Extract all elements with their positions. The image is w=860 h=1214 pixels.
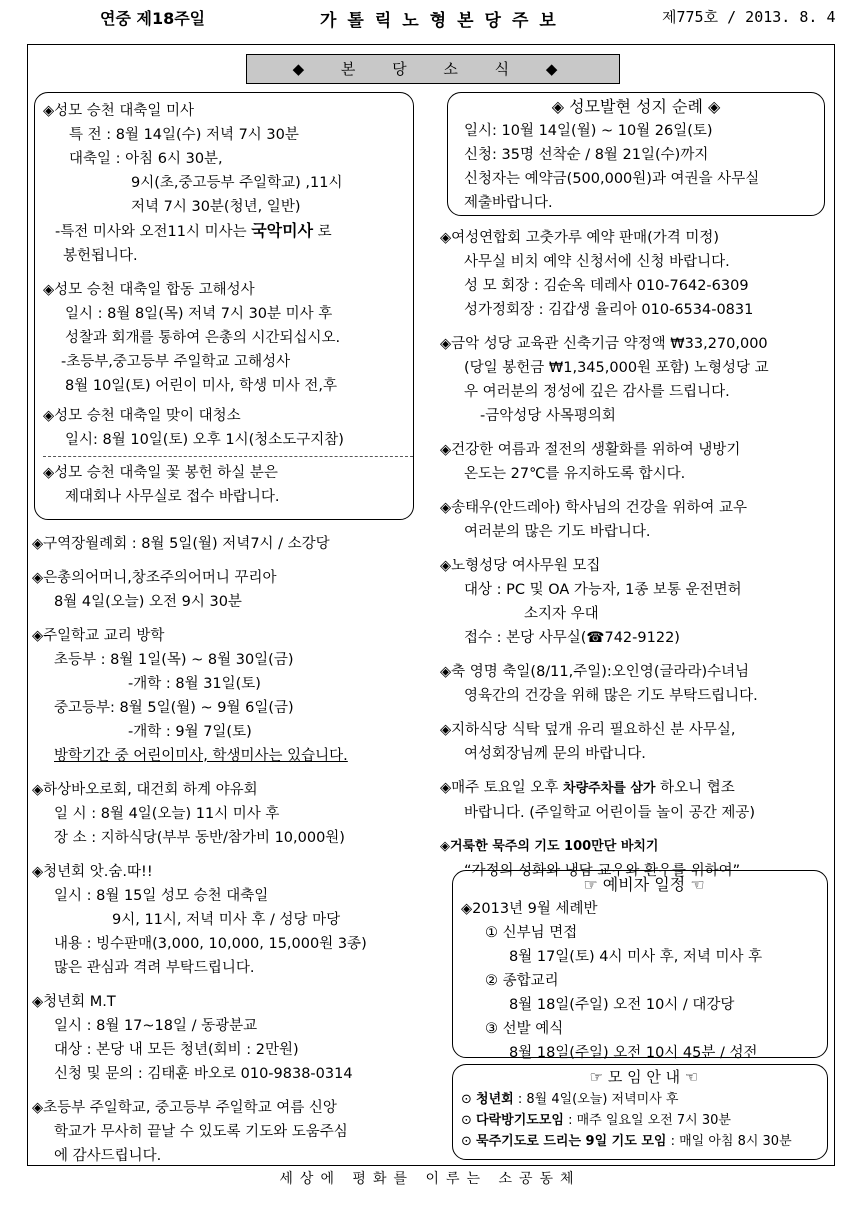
text-line: 8월 18일(주일) 오전 10시 45분 / 성전 [509,1045,758,1061]
text-part: -특전 미사와 오전11시 미사는 [55,224,252,240]
meeting-row: ⊙ 묵주기도로 드리는 9일 기도 모임 : 매일 아침 8시 30분 [461,1134,792,1149]
meetings-box [452,1064,828,1160]
text-line: 대상 : 본당 내 모든 청년(회비 : 2만원) [54,1042,299,1058]
pilgrimage-box [447,92,825,216]
meeting-row: ⊙ 다락방기도모임 : 매주 일요일 오전 7시 30분 [461,1113,731,1128]
notice-title: ◈ 성모 승천 대축일 꽃 봉헌 하실 분은 [43,461,413,485]
text-line: 온도는 27℃를 유지하도록 합시다. [464,466,686,482]
meeting-time: : 매주 일요일 오전 7시 30분 [563,1113,731,1128]
text-line: -초등부,중고등부 주일학교 고해성사 [61,354,291,370]
pilgrimage-title: ◈ 성모발현 성지 순례 ◈ [551,97,721,116]
notice-title: ◈ 거룩한 묵주의 기도 100만단 바치기 [440,835,832,859]
text-line: 특 전 : 8월 14일(수) 저녁 7시 30분 [69,127,299,143]
notice-title: ◈ 지하식당 식탁 덮개 유리 필요하신 분 사무실, [440,718,832,742]
text-line: 사무실 비치 예약 신청서에 신청 바랍니다. [464,254,730,270]
bulletin-title: 가톨릭노형본당주보 [320,11,567,31]
text-line: 8월 18일(주일) 오전 10시 / 대강당 [509,997,735,1013]
text-line: 학교가 무사히 끝날 수 있도록 기도와 도움주심 [54,1124,348,1140]
meeting-row: ⊙ 청년회 : 8월 4일(오늘) 저녁미사 후 [461,1092,679,1107]
notice-title: ◈ 송태우(안드레아) 학사님의 건강을 위하여 교우 [440,496,832,520]
notice-title: ◈ 청년회 M.T [32,990,422,1014]
page-footer: 세상에 평화를 이루는 소공동체 [279,1171,581,1187]
notice-title: ◈ 성모 승천 대축일 미사 [43,99,413,123]
text-line: (당일 봉헌금 ₩1,345,000원 포함) 노형성당 교 [464,360,769,376]
text-line: 여러분의 많은 기도 바랍니다. [464,524,651,540]
notice-title: ◈ 성모 승천 대축일 합동 고해성사 [43,278,413,302]
text-line: “가정의 성화와 냉담 교우와 환우를 위하여” [464,863,741,879]
text-line: 일시 : 8월 17~18일 / 동광분교 [54,1018,258,1034]
gugak-mass-label: 국악미사 [251,221,314,240]
text-part: 매주 토요일 오후 [451,780,564,796]
notice-title: ◈ 초등부 주일학교, 중고등부 주일학교 여름 신앙 [32,1096,422,1120]
meetings-title: ☞ 모 임 안 내 ☜ [589,1068,699,1086]
text-line: ◈ 2013년 9월 세례반 [461,897,827,921]
meeting-name: 묵주기도로 드리는 9일 기도 모임 [476,1134,667,1149]
text-line: 대상 : PC 및 OA 가능자, 1종 보통 운전면허 [464,582,742,598]
text-part: 로 [313,224,332,240]
text-line: 초등부 : 8월 1일(목) ~ 8월 30일(금) [54,652,294,668]
text-line: 제대회나 사무실로 접수 바랍니다. [65,489,280,505]
text-line: 일시: 8월 10일(토) 오후 1시(청소도구지참) [65,432,344,448]
notice-title: ◈ 노형성당 여사무원 모집 [440,554,832,578]
text-line: 봉헌됩니다. [63,248,138,264]
meeting-name: 청년회 [476,1092,514,1107]
meeting-time: : 매일 아침 8시 30분 [666,1134,792,1149]
notice-title: ◈ 여성연합회 고춧가루 예약 판매(가격 미정) [440,226,832,250]
notice-title: ◈ 금악 성당 교육관 신축기금 약정액 ₩33,270,000 [440,332,832,356]
notice-title: ◈ 은총의어머니,창조주의어머니 꾸리아 [32,566,422,590]
text-line: 성찰과 회개를 통하여 은총의 시간되십시오. [65,330,341,346]
text-line: -금악성당 사목평의회 [480,408,616,424]
text-line [43,219,413,244]
text-line: 소지자 우대 [524,606,599,622]
issue-date: 제775호 / 2013. 8. 4 [662,8,836,26]
meeting-time: : 8월 4일(오늘) 저녁미사 후 [513,1092,679,1107]
text-line: 성 모 회장 : 김순옥 데레사 010-7642-6309 [464,278,749,294]
text-line: -개학 : 9월 7일(토) [128,724,252,740]
text-line: ③ 선발 예식 [485,1021,564,1037]
notice-title: ◈ 주일학교 교리 방학 [32,624,422,648]
mass-notice-box [34,92,414,520]
right-notices [440,226,832,883]
notice-title [440,776,832,801]
text-line: 에 감사드립니다. [54,1148,162,1164]
meeting-name: 다락방기도모임 [476,1113,564,1128]
text-line: 신청자는 예약금(500,000원)과 여권을 사무실 [464,171,760,187]
notice-title: ◈ 축 영명 축일(8/11,주일):오인영(글라라)수녀님 [440,660,832,684]
text-line: 일시 : 8월 8일(목) 저녁 7시 30분 미사 후 [65,306,333,322]
text-line: 내용 : 빙수판매(3,000, 10,000, 15,000원 3종) [54,936,367,952]
text-line: 저녁 7시 30분(청년, 일반) [131,199,301,215]
text-line: 대축일 : 아침 6시 30분, [69,151,223,167]
text-line: 우 여러분의 정성에 깊은 감사를 드립니다. [464,384,730,400]
text-part: 하오니 협조 [655,780,735,796]
text-line: 8월 17일(토) 4시 미사 후, 저녁 미사 후 [509,949,763,965]
text-line: 일시 : 8월 15일 성모 승천 대축일 [54,888,269,904]
notice-title: ◈ 청년회 앗.숨.따!! [32,860,422,884]
text-line: 많은 관심과 격려 부탁드립니다. [54,960,255,976]
no-parking-label: 차량주차를 삼가 [563,781,656,796]
text-line: ② 종합교리 [485,973,559,989]
catechumen-title: ☞ 예비자 일정 ☜ [583,875,705,894]
text-line: 9시, 11시, 저녁 미사 후 / 성당 마당 [112,912,341,928]
text-line: 제출바랍니다. [464,195,553,211]
text-line: 방학기간 중 어린이미사, 학생미사는 있습니다. [54,748,348,764]
text-line: 접수 : 본당 사무실(☎742-9122) [464,630,680,646]
text-line: 장 소 : 지하식당(부부 동반/참가비 10,000원) [54,830,345,846]
text-line: 바랍니다. (주일학교 어린이들 놀이 공간 제공) [464,805,756,821]
notice-title: ◈ 건강한 여름과 절전의 생활화를 위하여 냉방기 [440,438,832,462]
text-line: 신청 및 문의 : 김태훈 바오로 010-9838-0314 [54,1066,353,1082]
left-notices [32,532,422,1168]
text-line: ① 신부님 면접 [485,925,578,941]
page-header [0,4,860,30]
week-label: 연중 제18주일 [100,9,206,28]
notice-title: ◈ 구역장월례회 : 8월 5일(월) 저녁7시 / 소강당 [32,532,422,556]
notice-title: ◈ 성모 승천 대축일 맞이 대청소 [43,404,413,428]
text-line: 일 시 : 8월 4일(오늘) 11시 미사 후 [54,806,280,822]
dashed-divider [43,456,413,457]
text-line: 영육간의 건강을 위해 많은 기도 부탁드립니다. [464,688,758,704]
catechumen-box [452,870,828,1061]
text-line: 일시: 10월 14일(월) ~ 10월 26일(토) [464,123,713,139]
text-line: 9시(초,중고등부 주일학교) ,11시 [131,175,343,191]
text-line: -개학 : 8월 31일(토) [128,676,261,692]
text-line: 신청: 35명 선착순 / 8월 21일(수)까지 [464,147,709,163]
text-line: 여성회장님께 문의 바랍니다. [464,746,646,762]
text-line: 8월 10일(토) 어린이 미사, 학생 미사 전,후 [65,378,337,394]
notice-title: ◈ 하상바오로회, 대건회 하계 야유회 [32,778,422,802]
text-line: 중고등부: 8월 5일(월) ~ 9월 6일(금) [54,700,294,716]
section-banner: ◆ 본 당 소 식 ◆ [246,54,620,84]
text-line: 성가정회장 : 김갑생 율리아 010-6534-0831 [464,302,754,318]
text-line: 8월 4일(오늘) 오전 9시 30분 [54,594,242,610]
